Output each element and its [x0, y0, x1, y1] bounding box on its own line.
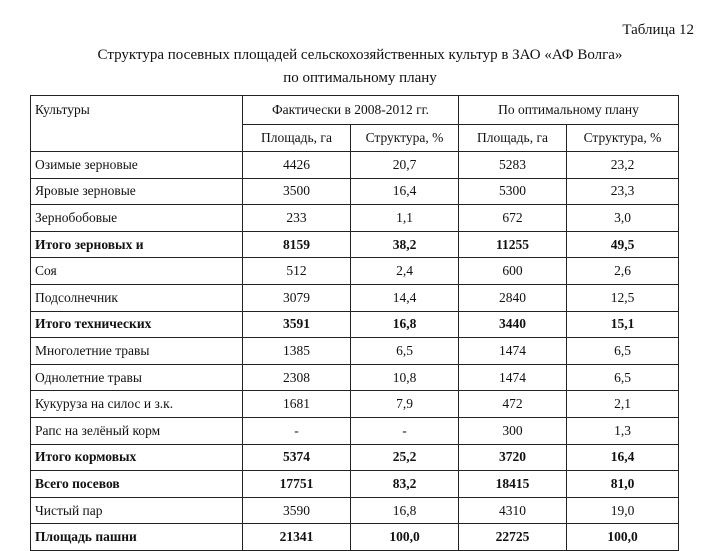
- table-row: [31, 338, 679, 365]
- cell-optimal-structure: 15,1: [567, 311, 679, 338]
- table-body: [31, 96, 679, 551]
- cell-crop: Кукуруза на силос и з.к.: [31, 391, 243, 418]
- table-row: [31, 152, 679, 179]
- header-actual-area: Площадь, га: [243, 125, 351, 152]
- cell-actual-area: 8159: [243, 231, 351, 258]
- cell-crop: Подсолнечник: [31, 284, 243, 311]
- cell-optimal-area: 3440: [459, 311, 567, 338]
- cell-optimal-area: 1474: [459, 338, 567, 365]
- cell-actual-structure: 16,8: [351, 311, 459, 338]
- cell-crop: Однолетние травы: [31, 364, 243, 391]
- cell-actual-structure: 16,4: [351, 178, 459, 205]
- cell-crop: Итого технических: [31, 311, 243, 338]
- cell-optimal-area: 472: [459, 391, 567, 418]
- cell-actual-structure: 7,9: [351, 391, 459, 418]
- header-crops: Культуры: [31, 96, 243, 152]
- cell-actual-area: 3591: [243, 311, 351, 338]
- cell-optimal-area: 3720: [459, 444, 567, 471]
- header-optimal-structure: Структура, %: [567, 125, 679, 152]
- cell-optimal-structure: 6,5: [567, 364, 679, 391]
- cell-optimal-structure: 2,1: [567, 391, 679, 418]
- cell-crop: Рапс на зелёный корм: [31, 417, 243, 444]
- table-row: [31, 231, 679, 258]
- title-line-1: Структура посевных площадей сельскохозяйственных культур в ЗАО «АФ Волга»: [97, 47, 623, 63]
- cell-actual-area: 512: [243, 258, 351, 285]
- table-row: [31, 311, 679, 338]
- cell-crop: Чистый пар: [31, 497, 243, 524]
- cell-optimal-structure: 19,0: [567, 497, 679, 524]
- table-row: [31, 444, 679, 471]
- cell-actual-area: 2308: [243, 364, 351, 391]
- cell-actual-structure: 2,4: [351, 258, 459, 285]
- table-row: [31, 258, 679, 285]
- cell-actual-structure: -: [351, 417, 459, 444]
- cell-actual-area: 1385: [243, 338, 351, 365]
- table-row: [31, 364, 679, 391]
- cell-optimal-structure: 1,3: [567, 417, 679, 444]
- cell-optimal-structure: 3,0: [567, 205, 679, 232]
- cell-optimal-area: 11255: [459, 231, 567, 258]
- cell-actual-area: 3500: [243, 178, 351, 205]
- cell-actual-structure: 100,0: [351, 524, 459, 551]
- cell-crop: Соя: [31, 258, 243, 285]
- cell-optimal-area: 18415: [459, 471, 567, 498]
- cell-actual-area: 3590: [243, 497, 351, 524]
- cell-actual-area: 21341: [243, 524, 351, 551]
- cell-optimal-area: 1474: [459, 364, 567, 391]
- cell-actual-structure: 20,7: [351, 152, 459, 179]
- cell-actual-structure: 1,1: [351, 205, 459, 232]
- cell-optimal-area: 5283: [459, 152, 567, 179]
- cell-actual-area: 1681: [243, 391, 351, 418]
- table-row: [31, 284, 679, 311]
- table-row: [31, 178, 679, 205]
- cell-actual-structure: 16,8: [351, 497, 459, 524]
- cell-actual-structure: 83,2: [351, 471, 459, 498]
- cell-optimal-area: 2840: [459, 284, 567, 311]
- cell-optimal-structure: 23,3: [567, 178, 679, 205]
- header-row-1: [31, 96, 679, 125]
- header-optimal: По оптимальному плану: [459, 96, 679, 125]
- cell-optimal-area: 600: [459, 258, 567, 285]
- cell-optimal-structure: 6,5: [567, 338, 679, 365]
- cell-optimal-structure: 81,0: [567, 471, 679, 498]
- cell-optimal-structure: 16,4: [567, 444, 679, 471]
- table-row: [31, 471, 679, 498]
- cell-actual-structure: 38,2: [351, 231, 459, 258]
- cell-crop: Итого зерновых и: [31, 231, 243, 258]
- header-optimal-area: Площадь, га: [459, 125, 567, 152]
- table-row: [31, 417, 679, 444]
- cell-crop: Площадь пашни: [31, 524, 243, 551]
- cell-actual-area: 4426: [243, 152, 351, 179]
- cell-actual-area: 5374: [243, 444, 351, 471]
- cell-actual-structure: 10,8: [351, 364, 459, 391]
- cell-crop: Зернобобовые: [31, 205, 243, 232]
- cell-actual-structure: 6,5: [351, 338, 459, 365]
- cell-optimal-area: 300: [459, 417, 567, 444]
- cell-crop: Всего посевов: [31, 471, 243, 498]
- table-row: [31, 497, 679, 524]
- table-row: [31, 391, 679, 418]
- cell-optimal-area: 672: [459, 205, 567, 232]
- cell-crop: Итого кормовых: [31, 444, 243, 471]
- cell-optimal-area: 22725: [459, 524, 567, 551]
- cell-optimal-structure: 100,0: [567, 524, 679, 551]
- cell-actual-area: -: [243, 417, 351, 444]
- cell-actual-area: 233: [243, 205, 351, 232]
- crop-structure-table: [30, 95, 679, 551]
- table-title: [0, 44, 720, 90]
- cell-optimal-structure: 12,5: [567, 284, 679, 311]
- cell-optimal-area: 5300: [459, 178, 567, 205]
- table-row: [31, 524, 679, 551]
- cell-optimal-structure: 23,2: [567, 152, 679, 179]
- cell-optimal-structure: 49,5: [567, 231, 679, 258]
- table-number: Таблица 12: [622, 22, 694, 38]
- cell-crop: Многолетние травы: [31, 338, 243, 365]
- cell-crop: Яровые зерновые: [31, 178, 243, 205]
- cell-optimal-structure: 2,6: [567, 258, 679, 285]
- title-line-2: по оптимальному плану: [283, 70, 437, 86]
- cell-crop: Озимые зерновые: [31, 152, 243, 179]
- cell-actual-structure: 14,4: [351, 284, 459, 311]
- cell-actual-area: 3079: [243, 284, 351, 311]
- table-row: [31, 205, 679, 232]
- cell-actual-structure: 25,2: [351, 444, 459, 471]
- cell-optimal-area: 4310: [459, 497, 567, 524]
- header-actual-structure: Структура, %: [351, 125, 459, 152]
- cell-actual-area: 17751: [243, 471, 351, 498]
- header-actual: Фактически в 2008-2012 гг.: [243, 96, 459, 125]
